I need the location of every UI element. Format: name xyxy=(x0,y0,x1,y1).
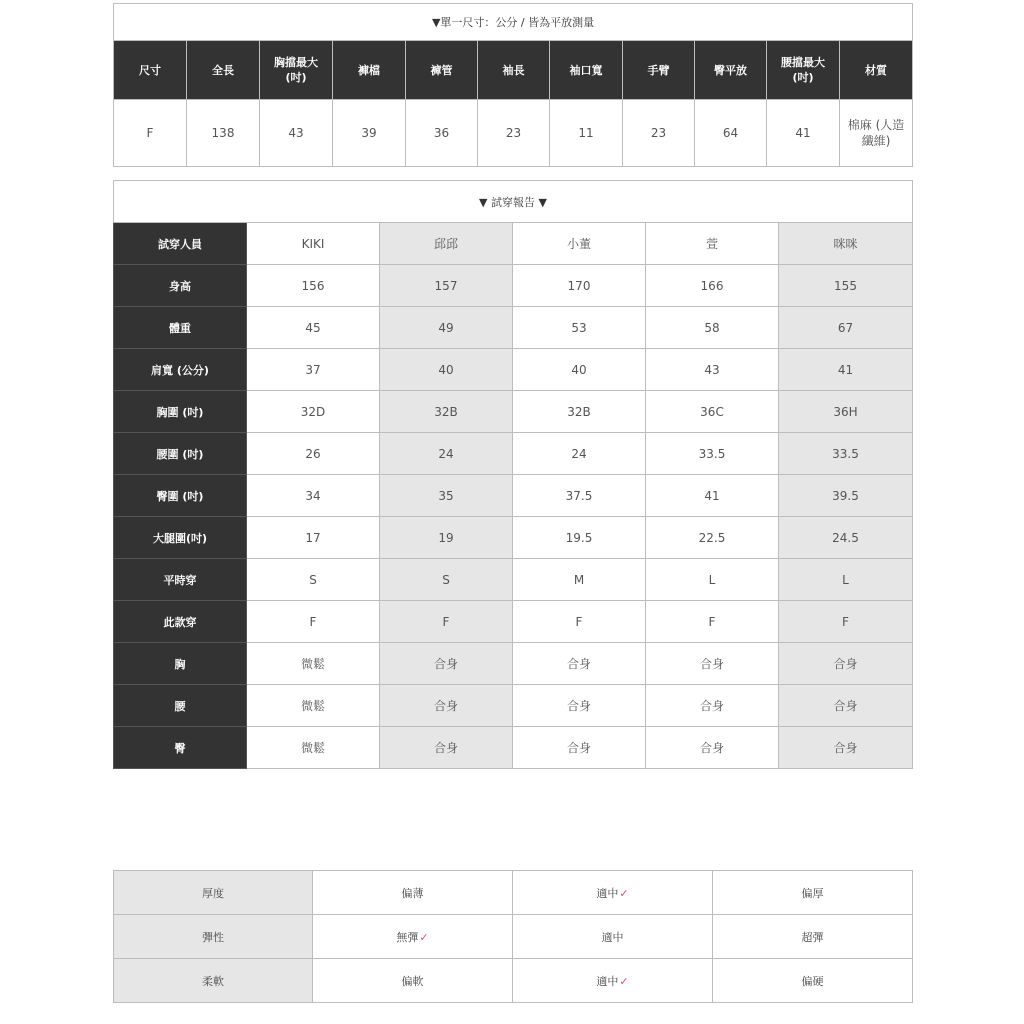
size-table-caption: ▼單一尺寸：公分 / 皆為平放測量 xyxy=(114,4,913,41)
report-cell: 45 xyxy=(247,307,380,349)
report-row-label: 大腿圍(吋) xyxy=(114,517,247,559)
report-cell: 41 xyxy=(646,475,779,517)
fabric-option-cell xyxy=(313,915,513,959)
size-value-cell: F xyxy=(114,100,187,167)
report-cell: 26 xyxy=(247,433,380,475)
size-header-cell: 臀平放 xyxy=(695,41,767,100)
fabric-option-cell xyxy=(313,871,513,915)
size-header-cell: 材質 xyxy=(840,41,913,100)
size-value-cell: 138 xyxy=(187,100,260,167)
fabric-row xyxy=(114,915,913,959)
report-cell: 156 xyxy=(247,265,380,307)
size-header-cell: 褲檔 xyxy=(333,41,406,100)
fabric-option-text: 適中 xyxy=(601,930,624,944)
size-value-cell: 41 xyxy=(767,100,840,167)
report-cell: 36H xyxy=(779,391,913,433)
fabric-property-table xyxy=(113,870,913,1003)
report-row xyxy=(114,433,913,475)
report-row xyxy=(114,349,913,391)
report-cell: F xyxy=(380,601,513,643)
report-row-label: 臀圍 (吋) xyxy=(114,475,247,517)
fabric-option-cell xyxy=(713,959,913,1003)
size-value-cell: 棉麻 (人造 纖維) xyxy=(840,100,913,167)
size-header-cell: 腰擋最大 (吋) xyxy=(767,41,840,100)
report-cell: 157 xyxy=(380,265,513,307)
report-cell: 166 xyxy=(646,265,779,307)
report-row-label: 平時穿 xyxy=(114,559,247,601)
report-cell: 32B xyxy=(380,391,513,433)
size-header-cell: 袖口寬 xyxy=(550,41,623,100)
report-row-label: 體重 xyxy=(114,307,247,349)
fabric-option-cell xyxy=(713,915,913,959)
report-cell: 微鬆 xyxy=(247,643,380,685)
report-row xyxy=(114,265,913,307)
report-cell: 微鬆 xyxy=(247,685,380,727)
report-cell: 19 xyxy=(380,517,513,559)
size-value-cell: 11 xyxy=(550,100,623,167)
fabric-row-label: 厚度 xyxy=(114,871,313,915)
try-on-report-table xyxy=(113,180,913,769)
fabric-option-cell xyxy=(313,959,513,1003)
check-mark-icon: ✓ xyxy=(419,930,429,944)
report-cell: 33.5 xyxy=(779,433,913,475)
report-cell: 24 xyxy=(513,433,646,475)
fabric-option-text: 偏硬 xyxy=(801,974,824,988)
report-cell: 33.5 xyxy=(646,433,779,475)
size-header-cell: 全長 xyxy=(187,41,260,100)
report-row xyxy=(114,475,913,517)
fabric-option-text: 偏厚 xyxy=(801,886,824,900)
report-cell: 合身 xyxy=(513,727,646,769)
report-cell: 合身 xyxy=(646,643,779,685)
report-cell: 36C xyxy=(646,391,779,433)
report-cell: KIKI xyxy=(247,223,380,265)
report-cell: 37.5 xyxy=(513,475,646,517)
report-cell: 170 xyxy=(513,265,646,307)
fabric-option-text: 偏軟 xyxy=(401,974,424,988)
report-cell: F xyxy=(779,601,913,643)
report-cell: 32D xyxy=(247,391,380,433)
report-cell: 37 xyxy=(247,349,380,391)
fabric-row xyxy=(114,871,913,915)
report-cell: 合身 xyxy=(380,643,513,685)
report-row xyxy=(114,559,913,601)
report-row-label: 此款穿 xyxy=(114,601,247,643)
size-value-cell: 23 xyxy=(623,100,695,167)
report-cell: 合身 xyxy=(779,685,913,727)
report-cell: M xyxy=(513,559,646,601)
report-row xyxy=(114,517,913,559)
report-cell: 43 xyxy=(646,349,779,391)
size-header-cell: 胸擋最大 (吋) xyxy=(260,41,333,100)
report-row xyxy=(114,307,913,349)
report-cell: 58 xyxy=(646,307,779,349)
report-cell: 32B xyxy=(513,391,646,433)
report-cell: 小董 xyxy=(513,223,646,265)
report-cell: 34 xyxy=(247,475,380,517)
size-header-cell: 尺寸 xyxy=(114,41,187,100)
report-cell: S xyxy=(247,559,380,601)
size-value-cell: 36 xyxy=(406,100,478,167)
report-cell: 合身 xyxy=(646,727,779,769)
report-caption: ▼ 試穿報告 ▼ xyxy=(114,181,913,223)
report-row-label: 腰 xyxy=(114,685,247,727)
report-row-label: 試穿人員 xyxy=(114,223,247,265)
report-cell: 40 xyxy=(513,349,646,391)
size-value-cell: 39 xyxy=(333,100,406,167)
size-table xyxy=(113,3,913,167)
fabric-option-text: 無彈 xyxy=(396,930,419,944)
report-cell: 39.5 xyxy=(779,475,913,517)
report-row xyxy=(114,643,913,685)
report-row xyxy=(114,685,913,727)
check-mark-icon: ✓ xyxy=(619,974,629,988)
fabric-option-cell xyxy=(713,871,913,915)
size-value-cell: 64 xyxy=(695,100,767,167)
size-header-cell: 袖長 xyxy=(478,41,550,100)
report-cell: 155 xyxy=(779,265,913,307)
report-cell: 微鬆 xyxy=(247,727,380,769)
report-cell: 合身 xyxy=(380,685,513,727)
fabric-option-cell xyxy=(513,915,713,959)
fabric-row-label: 柔軟 xyxy=(114,959,313,1003)
report-cell: 邱邱 xyxy=(380,223,513,265)
report-row-label: 肩寬 (公分) xyxy=(114,349,247,391)
report-cell: F xyxy=(513,601,646,643)
report-row-label: 胸圍 (吋) xyxy=(114,391,247,433)
report-cell: 41 xyxy=(779,349,913,391)
report-cell: 合身 xyxy=(513,643,646,685)
report-cell: S xyxy=(380,559,513,601)
report-cell: 咪咪 xyxy=(779,223,913,265)
report-cell: 合身 xyxy=(779,643,913,685)
report-row-label: 腰圍 (吋) xyxy=(114,433,247,475)
report-row xyxy=(114,601,913,643)
report-cell: 49 xyxy=(380,307,513,349)
report-cell: 24.5 xyxy=(779,517,913,559)
fabric-option-text: 適中 xyxy=(596,886,619,900)
report-cell: 合身 xyxy=(779,727,913,769)
size-value-cell: 23 xyxy=(478,100,550,167)
fabric-option-cell xyxy=(513,871,713,915)
report-cell: F xyxy=(247,601,380,643)
report-cell: L xyxy=(779,559,913,601)
report-row-label: 胸 xyxy=(114,643,247,685)
report-cell: 67 xyxy=(779,307,913,349)
report-row-label: 臀 xyxy=(114,727,247,769)
size-value-cell: 43 xyxy=(260,100,333,167)
report-cell: 19.5 xyxy=(513,517,646,559)
report-cell: F xyxy=(646,601,779,643)
report-cell: 24 xyxy=(380,433,513,475)
report-cell: 22.5 xyxy=(646,517,779,559)
report-row xyxy=(114,223,913,265)
fabric-option-text: 偏薄 xyxy=(401,886,424,900)
report-cell: 合身 xyxy=(380,727,513,769)
fabric-row xyxy=(114,959,913,1003)
report-cell: 萱 xyxy=(646,223,779,265)
report-cell: 合身 xyxy=(646,685,779,727)
report-cell: 17 xyxy=(247,517,380,559)
fabric-row-label: 彈性 xyxy=(114,915,313,959)
fabric-option-text: 超彈 xyxy=(801,930,824,944)
report-cell: L xyxy=(646,559,779,601)
report-cell: 40 xyxy=(380,349,513,391)
size-header-cell: 褲管 xyxy=(406,41,478,100)
report-cell: 35 xyxy=(380,475,513,517)
report-cell: 53 xyxy=(513,307,646,349)
fabric-option-cell xyxy=(513,959,713,1003)
fabric-option-text: 適中 xyxy=(596,974,619,988)
size-header-cell: 手臂 xyxy=(623,41,695,100)
report-cell: 合身 xyxy=(513,685,646,727)
report-row-label: 身高 xyxy=(114,265,247,307)
report-row xyxy=(114,391,913,433)
check-mark-icon: ✓ xyxy=(619,886,629,900)
report-row xyxy=(114,727,913,769)
